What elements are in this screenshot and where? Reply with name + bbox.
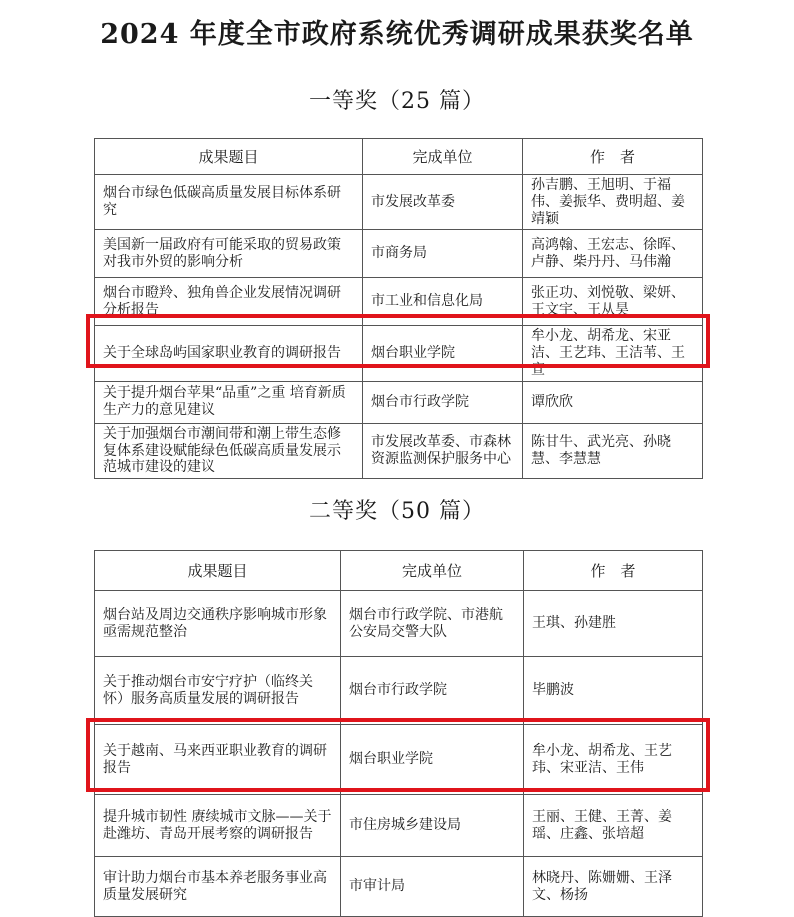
cell-title: 关于加强烟台市潮间带和潮上带生态修复体系建设赋能绿色低碳高质量发展示范城市建设的建议 <box>95 423 363 478</box>
table-row-highlighted <box>95 326 703 381</box>
cell-authors: 高鸿翰、王宏志、徐晖、卢静、柴丹丹、马伟瀚 <box>523 230 703 278</box>
header-authors: 作 者 <box>523 139 703 175</box>
cell-authors: 林晓丹、陈姗姗、王泽文、杨扬 <box>524 857 703 917</box>
cell-authors: 王琪、孙建胜 <box>524 591 703 657</box>
cell-title: 提升城市韧性 赓续城市文脉——关于赴潍坊、青岛开展考察的调研报告 <box>95 795 341 857</box>
first-prize-heading: 一等奖（25 篇） <box>309 89 485 114</box>
cell-title: 烟台站及周边交通秩序影响城市形象亟需规范整治 <box>95 591 341 657</box>
cell-authors: 牟小龙、胡希龙、宋亚洁、王艺玮、王洁苇、王宣 <box>523 326 703 381</box>
second-prize-table <box>94 550 703 917</box>
second-prize-heading: 二等奖（50 篇） <box>309 499 485 524</box>
header-title: 成果题目 <box>95 139 363 175</box>
header-title: 成果题目 <box>95 551 341 591</box>
cell-unit: 市商务局 <box>363 230 523 278</box>
cell-title: 烟台市绿色低碳高质量发展目标体系研究 <box>95 175 363 230</box>
table-row-highlighted <box>95 725 703 795</box>
cell-authors: 陈甘牛、武光亮、孙晓慧、李慧慧 <box>523 423 703 478</box>
cell-unit: 烟台职业学院 <box>341 725 524 795</box>
cell-title: 关于提升烟台苹果“品重”之重 培育新质生产力的意见建议 <box>95 381 363 423</box>
cell-authors: 孙吉鹏、王旭明、于福伟、姜振华、费明超、姜靖颖 <box>523 175 703 230</box>
table-row <box>95 423 703 478</box>
cell-authors: 牟小龙、胡希龙、王艺玮、宋亚洁、王伟 <box>524 725 703 795</box>
header-unit: 完成单位 <box>341 551 524 591</box>
table-row <box>95 591 703 657</box>
cell-unit: 市审计局 <box>341 857 524 917</box>
cell-unit: 烟台市行政学院、市港航公安局交警大队 <box>341 591 524 657</box>
cell-unit: 市发展改革委、市森林资源监测保护服务中心 <box>363 423 523 478</box>
cell-title: 烟台市瞪羚、独角兽企业发展情况调研分析报告 <box>95 278 363 326</box>
cell-authors: 谭欣欣 <box>523 381 703 423</box>
cell-unit: 市住房城乡建设局 <box>341 795 524 857</box>
header-authors: 作 者 <box>524 551 703 591</box>
cell-unit: 烟台职业学院 <box>363 326 523 381</box>
cell-title: 美国新一届政府有可能采取的贸易政策对我市外贸的影响分析 <box>95 230 363 278</box>
cell-unit: 市发展改革委 <box>363 175 523 230</box>
table-header-row <box>95 551 703 591</box>
cell-title: 审计助力烟台市基本养老服务事业高质量发展研究 <box>95 857 341 917</box>
cell-authors: 张正功、刘悦敬、梁妍、王文宇、王从昊 <box>523 278 703 326</box>
cell-title: 关于越南、马来西亚职业教育的调研报告 <box>95 725 341 795</box>
cell-unit: 烟台市行政学院 <box>363 381 523 423</box>
table-row <box>95 381 703 423</box>
cell-title: 关于全球岛屿国家职业教育的调研报告 <box>95 326 363 381</box>
table-row <box>95 230 703 278</box>
cell-title: 关于推动烟台市安宁疗护（临终关怀）服务高质量发展的调研报告 <box>95 657 341 725</box>
header-unit: 完成单位 <box>363 139 523 175</box>
table-row <box>95 175 703 230</box>
document-title: 2024 年度全市政府系统优秀调研成果获奖名单 <box>100 19 694 50</box>
table-row <box>95 795 703 857</box>
cell-unit: 烟台市行政学院 <box>341 657 524 725</box>
cell-unit: 市工业和信息化局 <box>363 278 523 326</box>
table-header-row <box>95 139 703 175</box>
table-row <box>95 657 703 725</box>
table-row <box>95 278 703 326</box>
cell-authors: 毕鹏波 <box>524 657 703 725</box>
cell-authors: 王丽、王健、王菁、姜瑶、庄鑫、张培超 <box>524 795 703 857</box>
first-prize-table <box>94 138 703 479</box>
table-row <box>95 857 703 917</box>
